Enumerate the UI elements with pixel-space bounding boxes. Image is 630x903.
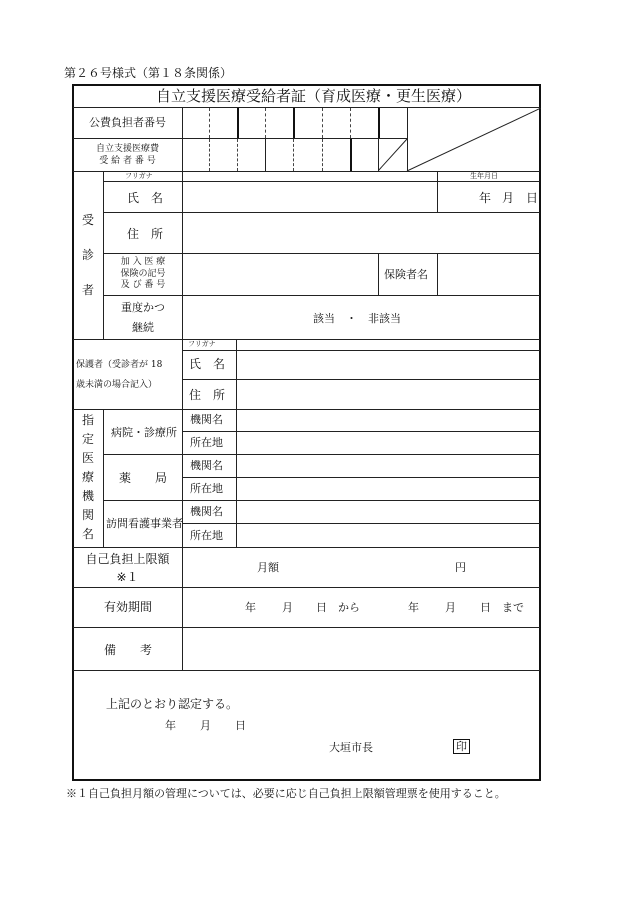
pharmacy-org-name-label: 機関名 xyxy=(190,459,223,472)
guardian-furigana-label: フリガナ xyxy=(188,340,216,348)
unused-cell-strike xyxy=(378,108,541,171)
institution-section-char: 療 xyxy=(82,470,95,484)
divider xyxy=(182,171,183,339)
furigana-label: フリガナ xyxy=(125,172,153,180)
birth-month-unit: 月 xyxy=(502,191,515,205)
divider xyxy=(182,477,540,478)
monthly-amount-label: 月額 xyxy=(257,561,279,574)
issue-year-unit: 年 xyxy=(165,719,176,732)
institution-section-char: 医 xyxy=(82,451,95,465)
divider xyxy=(103,181,540,182)
remarks-label: 備 考 xyxy=(104,643,153,657)
digit-divider xyxy=(209,108,210,138)
hospital-label: 病院・診療所 xyxy=(111,426,177,439)
divider xyxy=(182,108,183,171)
pharmacy-label: 薬 局 xyxy=(119,471,168,485)
valid-from-month-unit: 月 xyxy=(282,601,293,614)
digit-divider xyxy=(293,139,294,171)
guardian-name-label: 氏 名 xyxy=(189,357,226,371)
divider xyxy=(182,379,540,380)
footnote: ※１自己負担月額の管理については、必要に応じ自己負担上限額管理票を使用すること。 xyxy=(66,787,506,800)
guardian-label-line1: 保護者（受診者が 18 xyxy=(76,360,163,370)
digit-divider xyxy=(350,108,351,138)
digit-divider xyxy=(237,108,239,138)
divider xyxy=(103,212,540,213)
nursing-location-label: 所在地 xyxy=(190,529,223,542)
digit-divider xyxy=(265,139,266,171)
yen-unit: 円 xyxy=(455,561,466,574)
divider xyxy=(236,409,237,547)
copay-limit-label: 自己負担上限額 ※１ xyxy=(85,551,170,584)
valid-to-month-unit: 月 xyxy=(445,601,456,614)
from-label: から xyxy=(338,601,360,614)
digit-divider xyxy=(322,108,323,138)
divider xyxy=(103,454,540,455)
nursing-org-name-label: 機関名 xyxy=(190,505,223,518)
divider xyxy=(182,431,540,432)
divider xyxy=(103,500,540,501)
insurance-number-label: 加 入 医 療 保険の記号 及 び 番 号 xyxy=(120,256,166,291)
digit-divider xyxy=(209,139,210,171)
to-label: まで xyxy=(502,601,524,614)
hospital-org-name-label: 機関名 xyxy=(190,413,223,426)
valid-to-year-unit: 年 xyxy=(408,601,419,614)
digit-divider xyxy=(293,108,295,138)
mayor-title: 大垣市長 xyxy=(329,741,373,754)
hospital-location-label: 所在地 xyxy=(190,436,223,449)
patient-address-label: 住 所 xyxy=(127,227,164,241)
pharmacy-location-label: 所在地 xyxy=(190,482,223,495)
severe-continuous-label: 重度かつ 継続 xyxy=(121,300,165,334)
patient-section-char: 診 xyxy=(82,248,95,262)
certification-statement: 上記のとおり認定する。 xyxy=(106,697,239,711)
divider xyxy=(182,350,540,351)
divider xyxy=(73,670,540,671)
digit-divider xyxy=(237,139,238,171)
birthdate-label: 生年月日 xyxy=(470,172,498,180)
birth-day-unit: 日 xyxy=(526,191,539,205)
patient-name-label: 氏 名 xyxy=(127,191,164,205)
validity-period-label: 有効期間 xyxy=(104,600,153,614)
institution-section-char: 名 xyxy=(82,527,95,541)
divider xyxy=(103,409,104,547)
digit-divider xyxy=(265,108,266,138)
issue-day-unit: 日 xyxy=(235,719,246,732)
insurer-name-label: 保険者名 xyxy=(384,268,428,281)
guardian-address-label: 住 所 xyxy=(189,388,226,402)
divider xyxy=(378,253,379,295)
applicable-option: 該当 ・ 非該当 xyxy=(313,312,401,325)
institution-section-char: 機 xyxy=(82,489,95,503)
divider xyxy=(73,627,540,628)
visiting-nursing-label: 訪問看護事業者 xyxy=(106,517,183,530)
issue-month-unit: 月 xyxy=(200,719,211,732)
digit-divider xyxy=(350,139,352,171)
public-payer-number-label: 公費負担者番号 xyxy=(89,116,166,130)
valid-to-day-unit: 日 xyxy=(480,601,491,614)
digit-divider xyxy=(322,139,323,171)
divider xyxy=(73,587,540,588)
form-number-label: 第２６号様式（第１８条関係） xyxy=(64,66,233,80)
institution-section-char: 関 xyxy=(82,508,95,522)
institution-section-char: 定 xyxy=(82,432,95,446)
institution-section-char: 指 xyxy=(82,413,95,427)
form-title: 自立支援医療受給者証（育成医療・更生医療） xyxy=(156,87,472,105)
recipient-number-label: 自立支援医療費 受 給 者 番 号 xyxy=(95,143,159,166)
patient-section-char: 受 xyxy=(82,213,95,227)
patient-section-char: 者 xyxy=(82,283,95,297)
guardian-label-line2: 歳未満の場合記入） xyxy=(76,380,158,390)
official-seal-mark: 印 xyxy=(453,739,470,754)
divider xyxy=(73,339,540,340)
divider xyxy=(73,409,540,410)
divider xyxy=(437,171,438,212)
birth-year-unit: 年 xyxy=(479,191,492,205)
divider xyxy=(437,253,438,295)
valid-from-day-unit: 日 xyxy=(316,601,327,614)
divider xyxy=(182,523,540,524)
divider xyxy=(182,547,183,670)
valid-from-year-unit: 年 xyxy=(245,601,256,614)
